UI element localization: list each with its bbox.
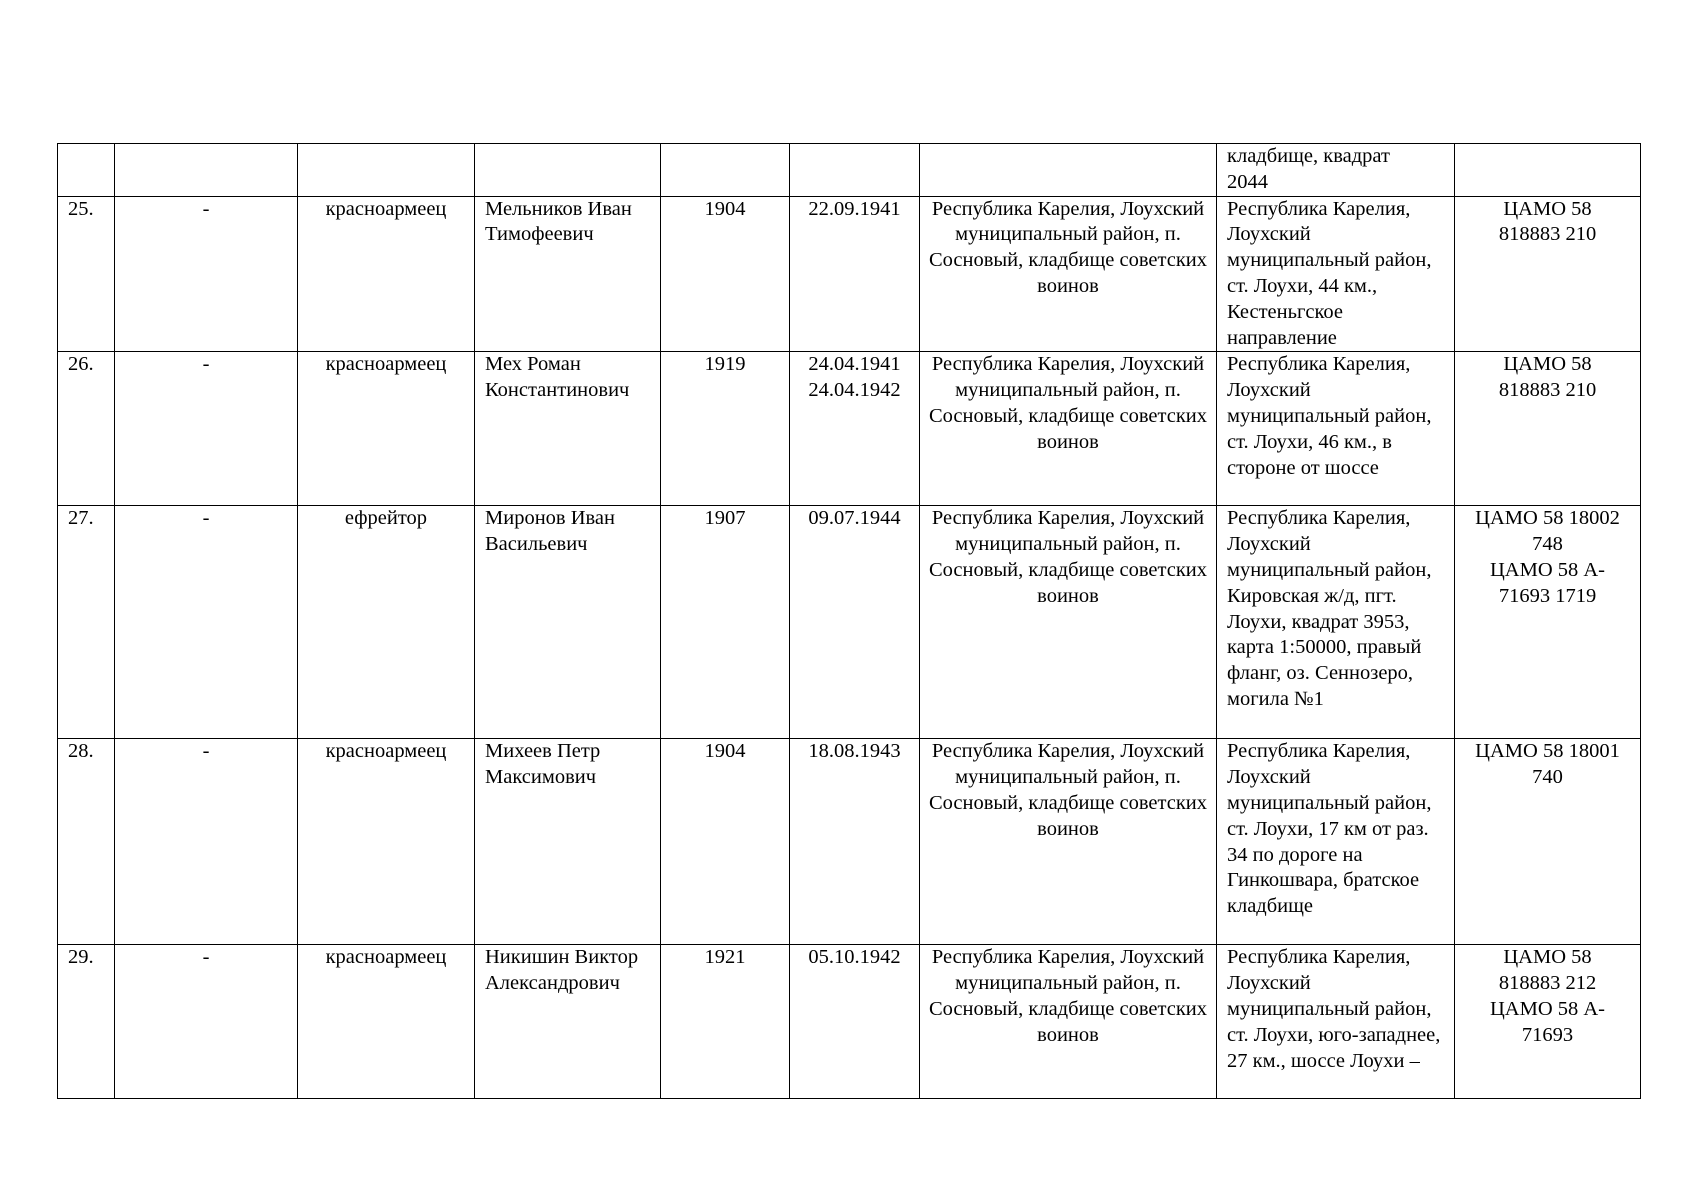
cell-reburial-place: Республика Карелия, Лоухский муниципальный район, п. Сосновый, кладбище советских воинов — [920, 506, 1217, 739]
cell-reburial-place: Республика Карелия, Лоухский муниципальный район, п. Сосновый, кладбище советских воинов — [920, 196, 1217, 352]
date-line: 09.07.1944 — [808, 507, 901, 530]
table-row — [58, 196, 1641, 352]
date-line: 18.08.1943 — [808, 740, 901, 763]
table-row — [58, 739, 1641, 945]
cell-burial-place: Республика Карелия, Лоухский муниципальный район, ст. Лоухи, 46 км., в стороне от шоссе — [1217, 352, 1455, 506]
table-row-continuation — [58, 144, 1641, 197]
cell-burial-place: Республика Карелия, Лоухский муниципальный район, Кировская ж/д, пгт. Лоухи, квадрат 3953, карта 1:50000, правый фланг, оз. Сеннозеро, могила №1 — [1217, 506, 1455, 739]
cell-date — [790, 352, 920, 506]
source-line: 71693 — [1521, 1023, 1574, 1046]
date-line: 05.10.1942 — [808, 946, 901, 969]
cell-year: 1919 — [661, 352, 790, 506]
cell-date — [790, 144, 920, 197]
source-line: 818883 212 — [1498, 972, 1597, 995]
source-line: 748 — [1532, 533, 1563, 556]
table-row — [58, 945, 1641, 1099]
cell-source — [1455, 945, 1641, 1099]
cell-name: Михеев Петр Максимович — [475, 739, 661, 945]
cell-source — [1455, 739, 1641, 945]
cell-source — [1455, 144, 1641, 197]
date-line: 22.09.1941 — [808, 197, 901, 220]
cell-burial-place: Республика Карелия, Лоухский муниципальный район, ст. Лоухи, юго-западнее, 27 км., шоссе Лоухи – — [1217, 945, 1455, 1099]
cell-reburial-place: Республика Карелия, Лоухский муниципальный район, п. Сосновый, кладбище советских воинов — [920, 945, 1217, 1099]
cell-number: 25. — [58, 196, 115, 352]
burial-line: 2044 — [1227, 170, 1268, 193]
cell-name — [475, 144, 661, 197]
cell-year: 1904 — [661, 739, 790, 945]
cell-col2: - — [115, 352, 298, 506]
cell-year: 1907 — [661, 506, 790, 739]
cell-rank: красноармеец — [298, 352, 475, 506]
cell-reburial-place — [920, 144, 1217, 197]
source-line: 818883 210 — [1498, 379, 1597, 402]
cell-number: 28. — [58, 739, 115, 945]
cell-rank: красноармеец — [298, 739, 475, 945]
source-line: ЦАМО 58 — [1503, 946, 1592, 969]
cell-number: 26. — [58, 352, 115, 506]
cell-source — [1455, 506, 1641, 739]
cell-rank: красноармеец — [298, 196, 475, 352]
cell-date — [790, 945, 920, 1099]
cell-date — [790, 196, 920, 352]
source-line: 740 — [1532, 766, 1563, 789]
cell-rank: ефрейтор — [298, 506, 475, 739]
cell-col2: - — [115, 196, 298, 352]
cell-number: 29. — [58, 945, 115, 1099]
cell-year — [661, 144, 790, 197]
table-row — [58, 352, 1641, 506]
cell-reburial-place: Республика Карелия, Лоухский муниципальный район, п. Сосновый, кладбище советских воинов — [920, 352, 1217, 506]
cell-col2 — [115, 144, 298, 197]
cell-year: 1921 — [661, 945, 790, 1099]
cell-number: 27. — [58, 506, 115, 739]
cell-burial-place: Республика Карелия, Лоухский муниципальный район, ст. Лоухи, 44 км., Кестеньгское направление — [1217, 196, 1455, 352]
table-row — [58, 506, 1641, 739]
cell-col2: - — [115, 739, 298, 945]
source-line: ЦАМО 58 — [1503, 353, 1592, 376]
source-line: ЦАМО 58 А- — [1489, 997, 1606, 1020]
cell-burial-place — [1217, 144, 1455, 197]
cell-source — [1455, 196, 1641, 352]
cell-col2: - — [115, 506, 298, 739]
cell-reburial-place: Республика Карелия, Лоухский муниципальный район, п. Сосновый, кладбище советских воинов — [920, 739, 1217, 945]
date-line: 24.04.1941 — [808, 353, 901, 376]
source-line: ЦАМО 58 — [1503, 197, 1592, 220]
source-line: 818883 210 — [1498, 223, 1597, 246]
date-line: 24.04.1942 — [808, 379, 901, 402]
burial-line: кладбище, квадрат — [1227, 145, 1390, 167]
cell-rank: красноармеец — [298, 945, 475, 1099]
cell-source — [1455, 352, 1641, 506]
cell-col2: - — [115, 945, 298, 1099]
cell-burial-place: Республика Карелия, Лоухский муниципальный район, ст. Лоухи, 17 км от раз. 34 по дороге на Гинкошвара, братское кладбище — [1217, 739, 1455, 945]
cell-name: Миронов Иван Васильевич — [475, 506, 661, 739]
cell-date — [790, 506, 920, 739]
source-line: ЦАМО 58 18001 — [1475, 740, 1620, 763]
cell-name: Никишин Виктор Александрович — [475, 945, 661, 1099]
cell-name: Мельников Иван Тимофеевич — [475, 196, 661, 352]
cell-year: 1904 — [661, 196, 790, 352]
cell-rank — [298, 144, 475, 197]
source-line: ЦАМО 58 18002 — [1475, 507, 1620, 530]
source-line: 71693 1719 — [1498, 584, 1597, 607]
cell-number — [58, 144, 115, 197]
source-line: ЦАМО 58 А- — [1489, 558, 1606, 581]
cell-date — [790, 739, 920, 945]
burial-registry-table — [57, 143, 1641, 1099]
cell-name: Мех Роман Константинович — [475, 352, 661, 506]
